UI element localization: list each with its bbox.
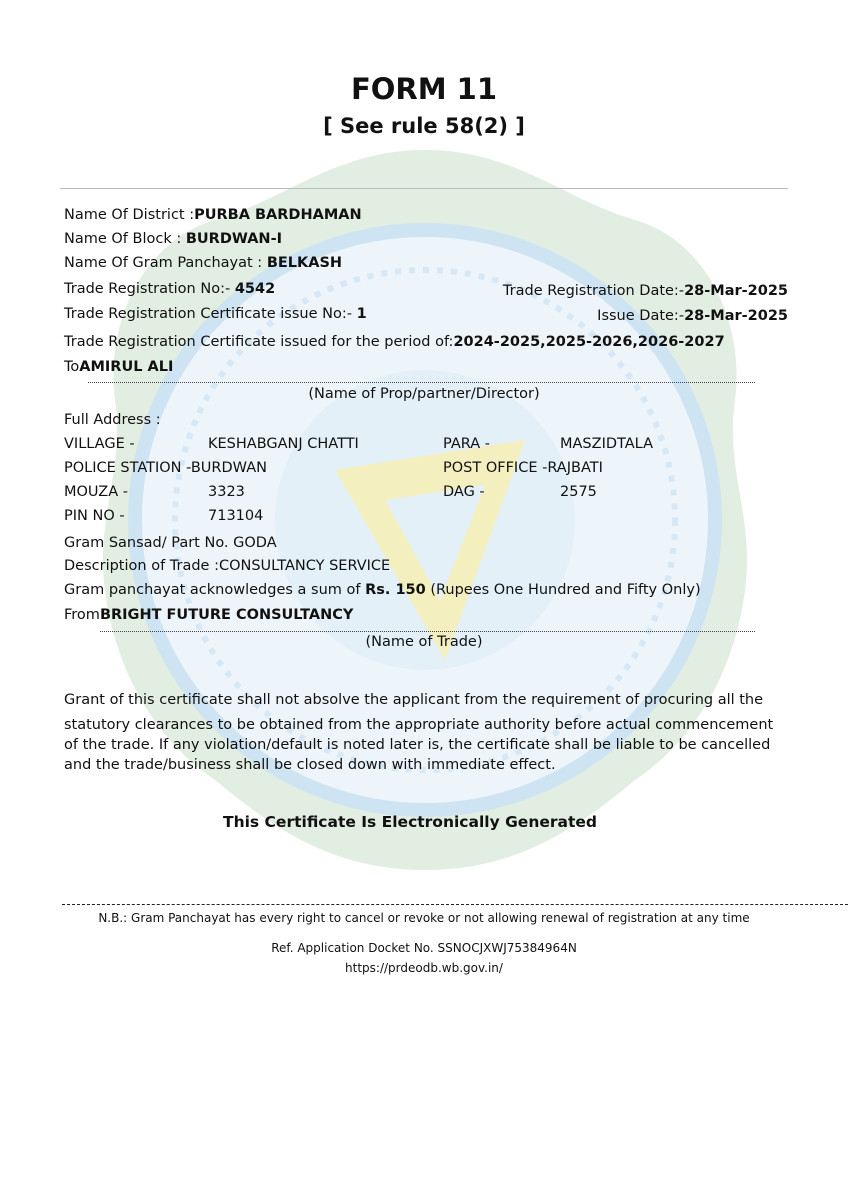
para-label: PARA - — [443, 436, 490, 452]
period-line: Trade Registration Certificate issued for the period of:2024-2025,2025-2026,2026-2027 — [64, 334, 725, 350]
mouza-value: 3323 — [208, 484, 245, 500]
form-subtitle: [ See rule 58(2) ] — [323, 114, 525, 138]
recipient-line: ToAMIRUL ALI — [64, 359, 174, 375]
notice-line-1: Grant of this certificate shall not absolve the applicant from the requirement of procuring all the — [64, 692, 764, 708]
post-office: POST OFFICE -RAJBATI — [443, 460, 603, 476]
pin-label: PIN NO - — [64, 508, 125, 524]
dotted-divider — [100, 631, 755, 632]
dotted-divider — [88, 382, 755, 383]
notice-text: statutory clearances to be obtained from the appropriate authority before actual commencement of the trade. If any violation/default is noted later is, the certificate shall be liable to be cancelled and the trade/business shall be closed down with immediate effect. — [64, 717, 774, 773]
police-station: POLICE STATION -BURDWAN — [64, 460, 267, 476]
dag-value: 2575 — [560, 484, 597, 500]
registration-no-line: Trade Registration No:- 4542 — [64, 281, 276, 297]
mouza-label: MOUZA - — [64, 484, 128, 500]
trade-caption: (Name of Trade) — [365, 634, 483, 650]
district-line: Name Of District :PURBA BARDHAMAN — [64, 207, 362, 223]
gram-sansad: Gram Sansad/ Part No. GODA — [64, 535, 277, 551]
nb-note: N.B.: Gram Panchayat has every right to cancel or revoke or not allowing renewal of registration at any time — [98, 911, 750, 925]
divider — [60, 188, 788, 189]
address-label: Full Address : — [64, 412, 161, 428]
issue-no-line: Trade Registration Certificate issue No:- 1 — [64, 306, 367, 322]
gram-panchayat-line: Name Of Gram Panchayat : BELKASH — [64, 255, 343, 271]
issue-date-line: Issue Date:-28-Mar-2025 — [597, 308, 788, 324]
electronic-note: This Certificate Is Electronically Generated — [223, 813, 597, 831]
from-line: FromBRIGHT FUTURE CONSULTANCY — [64, 607, 354, 623]
form-title: FORM 11 — [350, 72, 498, 106]
trade-description: Description of Trade :CONSULTANCY SERVICE — [64, 558, 391, 574]
village-value: KESHABGANJ CHATTI — [208, 436, 359, 452]
acknowledgement-line: Gram panchayat acknowledges a sum of Rs. 150 (Rupees One Hundred and Fifty Only) — [64, 582, 701, 598]
prop-caption: (Name of Prop/partner/Director) — [308, 386, 540, 402]
para-value: MASZIDTALA — [560, 436, 653, 452]
portal-url[interactable]: https://prdeodb.wb.gov.in/ — [345, 961, 503, 975]
registration-date-line: Trade Registration Date:-28-Mar-2025 — [502, 283, 788, 299]
dag-label: DAG - — [443, 484, 485, 500]
footer-divider — [62, 904, 848, 905]
pin-value: 713104 — [208, 508, 264, 524]
block-line: Name Of Block : BURDWAN-I — [64, 231, 282, 247]
village-label: VILLAGE - — [64, 436, 135, 452]
docket-number: Ref. Application Docket No. SSNOCJXWJ75384964N — [271, 941, 577, 955]
